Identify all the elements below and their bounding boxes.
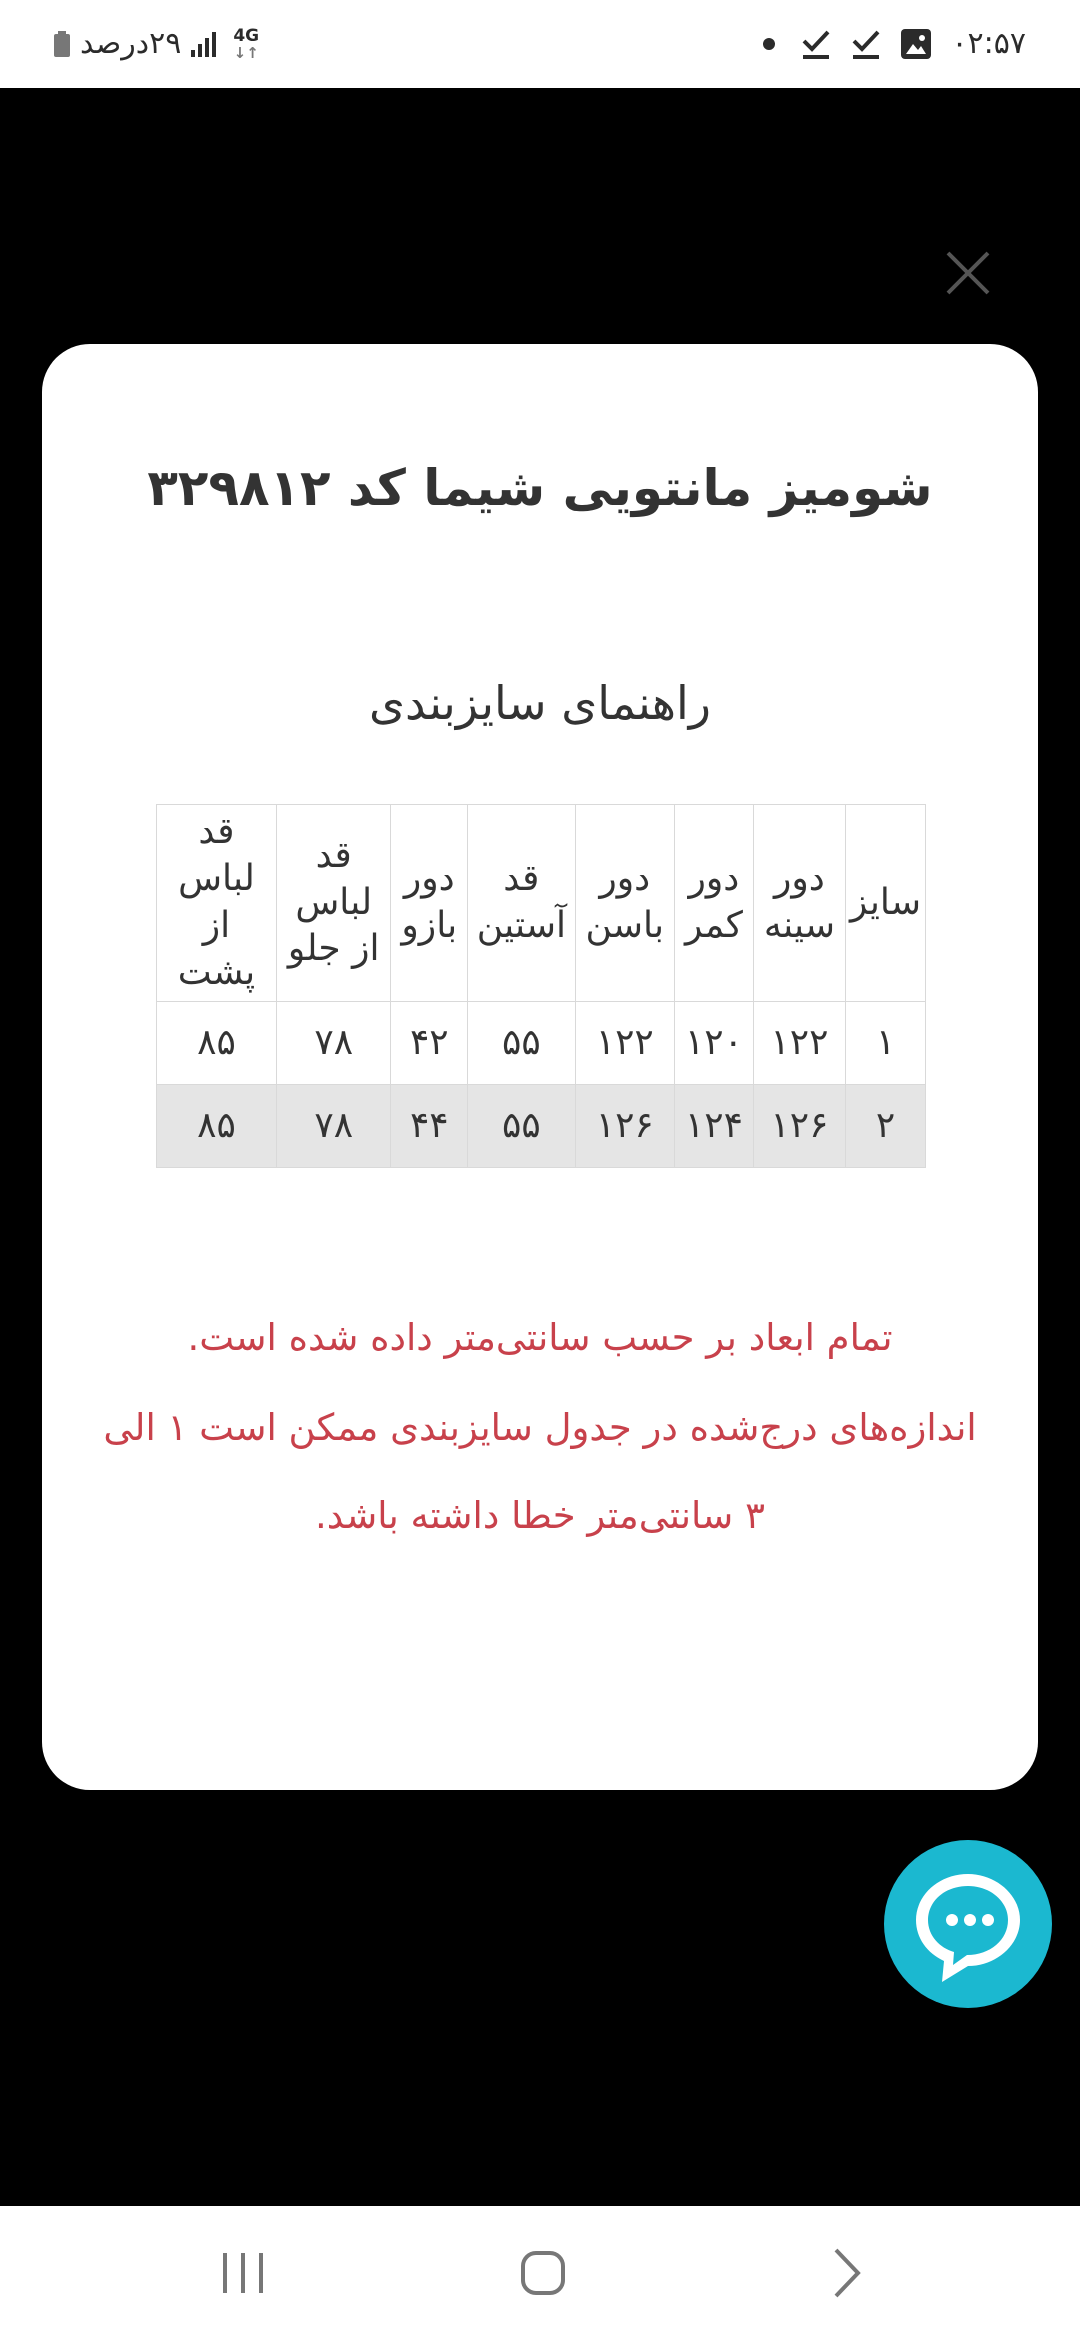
home-button[interactable] xyxy=(493,2223,593,2323)
measurement-unit-note: تمام ابعاد بر حسب سانتی‌متر داده شده است. xyxy=(187,1316,893,1359)
table-cell: ۴۲ xyxy=(391,1002,468,1085)
measurement-error-note: اندازه‌های درج‌شده در جدول سایزبندی ممکن است ۱ الی ۳ سانتی‌متر خطا داشته باشد. xyxy=(103,1406,977,1537)
status-bar xyxy=(0,0,1080,88)
chat-button[interactable] xyxy=(884,1840,1052,2008)
close-button[interactable] xyxy=(940,245,996,301)
table-cell: ۷۸ xyxy=(276,1085,391,1168)
clock: ۰۲:۵۷ xyxy=(951,26,1026,61)
table-cell: ۱۲۶ xyxy=(575,1085,674,1168)
table-row xyxy=(157,1002,926,1085)
network-arrows-icon: ↓↑ xyxy=(233,43,259,62)
back-icon xyxy=(796,2223,896,2323)
size-guide-modal xyxy=(42,344,1038,1790)
table-cell: ۷۸ xyxy=(276,1002,391,1085)
table-header-cell: قد لباس از جلو xyxy=(276,805,391,1002)
battery-percent: ۲۹درصد xyxy=(80,26,182,61)
table-cell: ۱۲۰ xyxy=(675,1002,754,1085)
battery-icon xyxy=(54,31,70,57)
table-cell: ۱۲۴ xyxy=(675,1085,754,1168)
table-cell: ۱ xyxy=(845,1002,925,1085)
size-guide-title: راهنمای سایزبندی xyxy=(369,676,711,730)
home-icon xyxy=(493,2223,593,2323)
table-cell: ۱۲۶ xyxy=(753,1085,845,1168)
gallery-icon xyxy=(901,29,931,59)
table-header-cell: دور باسن xyxy=(575,805,674,1002)
download-done-icon xyxy=(851,28,881,60)
product-title: شومیز مانتویی شیما کد ۳۲۹۸۱۲ xyxy=(147,459,933,517)
table-header-cell: دور سینه xyxy=(753,805,845,1002)
download-done-icon xyxy=(801,28,831,60)
size-table xyxy=(156,804,926,1168)
table-cell: ۲ xyxy=(845,1085,925,1168)
table-header-cell: سایز xyxy=(845,805,925,1002)
chat-bubble-icon xyxy=(884,1840,1052,2008)
back-button[interactable] xyxy=(796,2223,896,2323)
table-cell: ۸۵ xyxy=(157,1002,277,1085)
table-header-cell: قد لباس از پشت xyxy=(157,805,277,1002)
table-row xyxy=(157,1085,926,1168)
status-bar-right xyxy=(763,0,1026,88)
table-cell: ۴۴ xyxy=(391,1085,468,1168)
table-header-cell: دور کمر xyxy=(675,805,754,1002)
close-icon xyxy=(940,245,996,301)
table-cell: ۸۵ xyxy=(157,1085,277,1168)
table-cell: ۱۲۲ xyxy=(575,1002,674,1085)
network-label: 4G xyxy=(233,25,260,46)
recents-icon xyxy=(193,2223,293,2323)
signal-icon xyxy=(191,31,219,57)
table-header-cell: دور بازو xyxy=(391,805,468,1002)
table-cell: ۵۵ xyxy=(468,1085,575,1168)
table-cell: ۵۵ xyxy=(468,1002,575,1085)
navigation-bar xyxy=(0,2206,1080,2340)
table-header-row xyxy=(157,805,926,1002)
table-cell: ۱۲۲ xyxy=(753,1002,845,1085)
status-bar-left xyxy=(54,0,259,88)
table-header-cell: قد آستین xyxy=(468,805,575,1002)
notification-dot-icon xyxy=(763,38,775,50)
network-type xyxy=(233,25,260,62)
recents-button[interactable] xyxy=(193,2223,293,2323)
